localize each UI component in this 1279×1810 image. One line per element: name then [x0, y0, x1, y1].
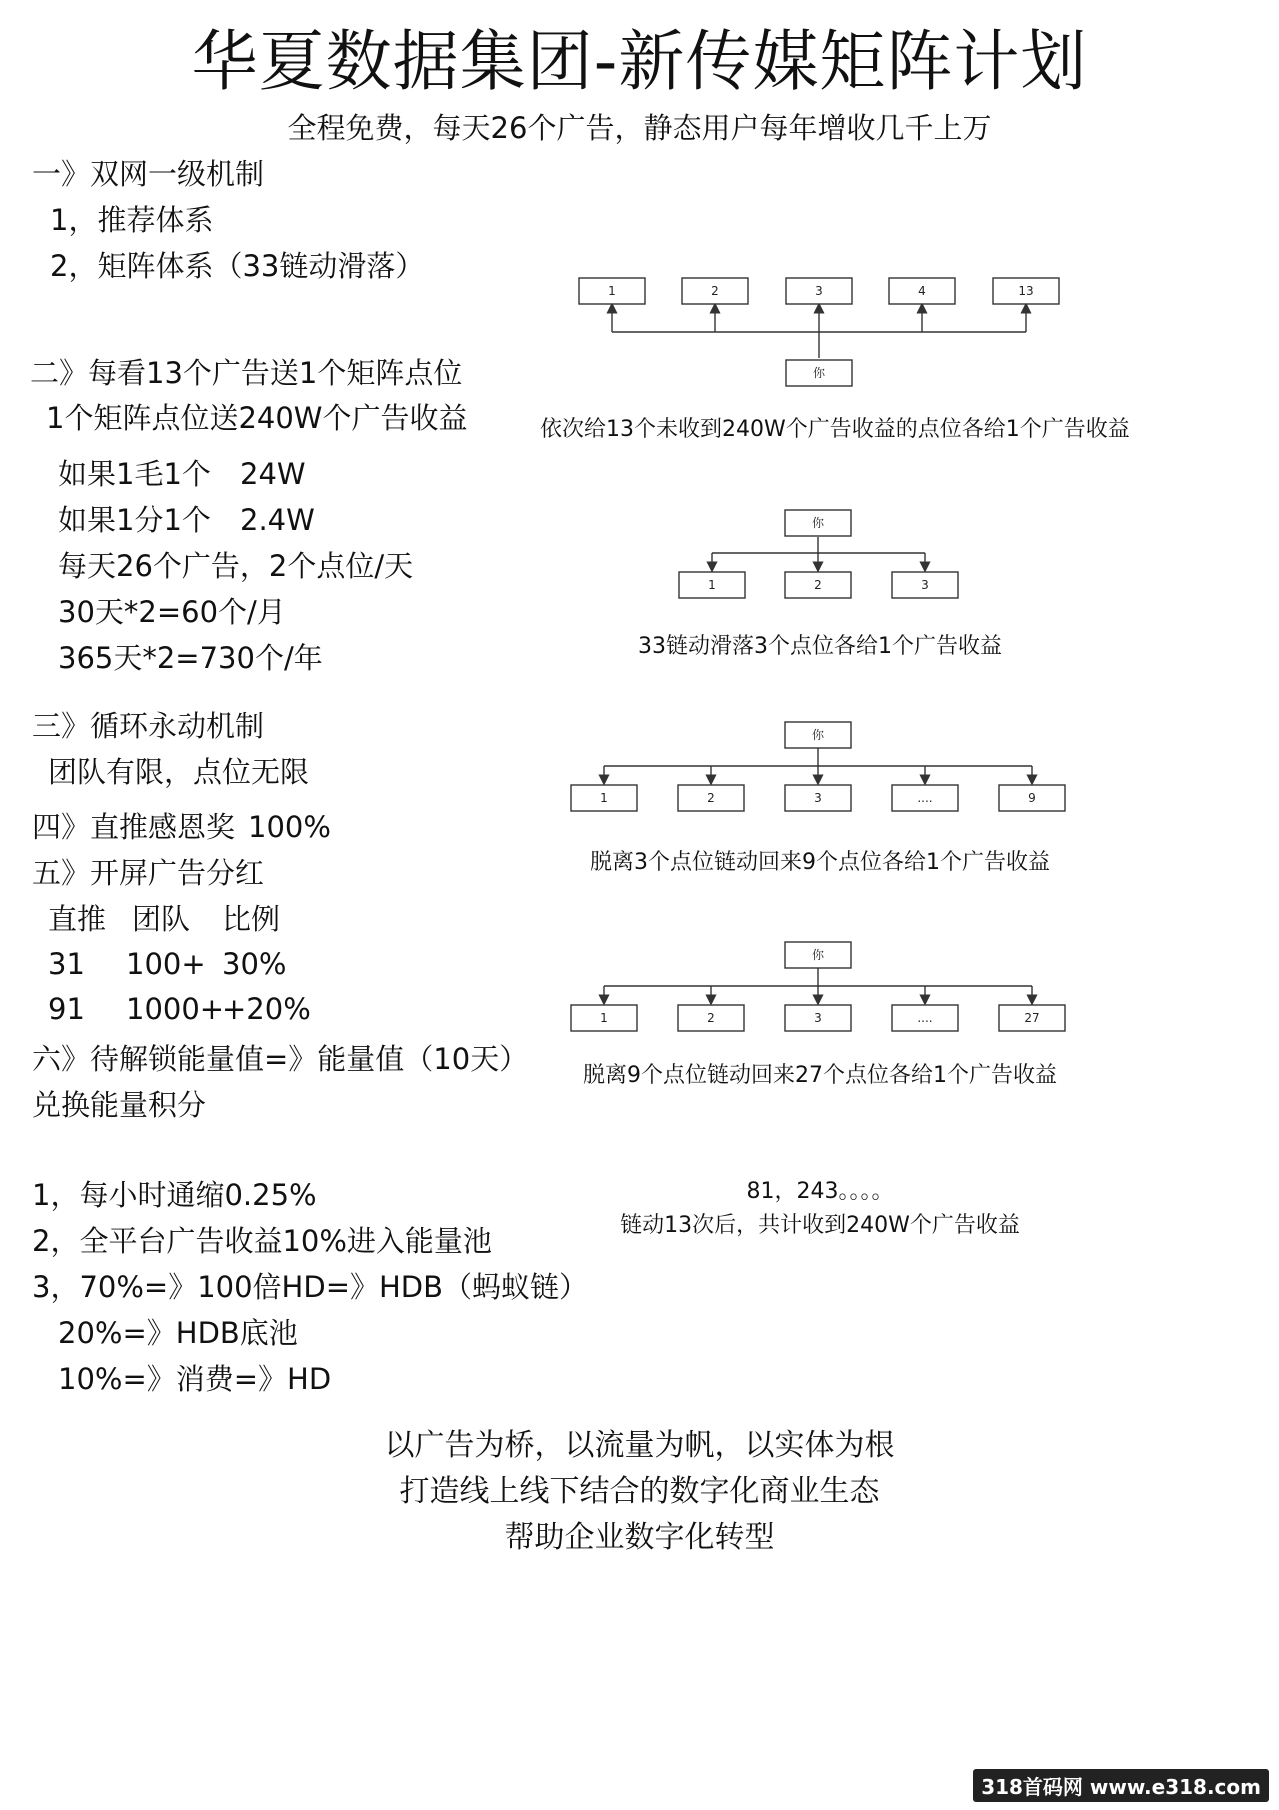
diagram-3-box: 3 [814, 791, 822, 805]
section-2-line-1: 1个矩阵点位送240W个广告收益 [46, 401, 468, 435]
section-5-heading: 五》开屏广告分红 [32, 856, 265, 890]
section-4-heading: 四》直推感恩奖 [32, 810, 236, 844]
section-3-line-1: 团队有限，点位无限 [48, 755, 310, 789]
section-1-heading: 一》双网一级机制 [32, 157, 265, 191]
diagram-1-box: 1 [608, 284, 616, 298]
table-cell: 30% [222, 947, 287, 981]
diagram-2-box: 2 [814, 578, 822, 592]
section-1-item-2: 2，矩阵体系（33链动滑落） [50, 249, 425, 283]
section-2-row-1-label: 如果1毛1个 [58, 457, 211, 491]
diagram-4-box: 1 [600, 1011, 608, 1025]
table-cell: 100+ [126, 947, 206, 981]
table-header-team: 团队 [132, 902, 191, 936]
pool-line-4: 20%=》HDB底池 [58, 1316, 298, 1350]
page-title: 华夏数据集团-新传媒矩阵计划 [191, 23, 1088, 100]
section-2-row-2-value: 2.4W [240, 503, 315, 537]
diagram-3-root: 你 [811, 728, 825, 742]
diagram-4-root: 你 [811, 948, 825, 962]
diagram-3 [560, 718, 1080, 818]
diagram-4 [560, 938, 1080, 1038]
diagram-2-box: 1 [708, 578, 716, 592]
diagram-note-2: 链动13次后，共计收到240W个广告收益 [620, 1213, 1020, 1238]
diagram-4-box: 3 [814, 1011, 822, 1025]
table-header-direct: 直推 [48, 902, 107, 936]
section-1-item-1: 1，推荐体系 [50, 203, 214, 237]
table-cell: 91 [48, 992, 85, 1026]
diagram-1-box: 13 [1018, 284, 1034, 298]
pool-line-5: 10%=》消费=》HD [58, 1362, 332, 1396]
diagram-3-box: .... [917, 791, 933, 805]
table-cell: 1000+ [126, 992, 225, 1026]
footer-line-3: 帮助企业数字化转型 [504, 1520, 775, 1555]
section-2-line-4: 365天*2=730个/年 [58, 641, 323, 675]
section-2-row-2-label: 如果1分1个 [58, 503, 211, 537]
table-cell: 31 [48, 947, 85, 981]
diagram-1-box: 4 [918, 284, 926, 298]
diagram-2 [670, 505, 970, 605]
diagram-3-box: 1 [600, 791, 608, 805]
table-header-ratio: 比例 [222, 902, 281, 936]
section-2-heading: 二》每看13个广告送1个矩阵点位 [30, 356, 463, 390]
diagram-4-box: .... [917, 1011, 933, 1025]
diagram-3-box: 2 [707, 791, 715, 805]
section-2-line-2: 每天26个广告，2个点位/天 [58, 549, 414, 583]
watermark: 318首码网 www.e318.com [973, 1769, 1269, 1802]
footer-line-2: 打造线上线下结合的数字化商业生态 [399, 1474, 880, 1509]
section-3-heading: 三》循环永动机制 [32, 709, 265, 743]
diagram-2-root: 你 [811, 516, 825, 530]
diagram-2-box: 3 [921, 578, 929, 592]
diagram-note-1: 81，243。。。。 [746, 1179, 894, 1204]
diagram-1-root: 你 [812, 366, 826, 380]
section-4-value: 100% [248, 810, 331, 844]
diagram-4-box: 27 [1024, 1011, 1040, 1025]
diagram-1-caption: 依次给13个未收到240W个广告收益的点位各给1个广告收益 [540, 417, 1130, 442]
section-6-heading: 六》待解锁能量值=》能量值（10天） [32, 1042, 529, 1076]
diagram-1-box: 3 [815, 284, 823, 298]
diagram-1 [570, 268, 1070, 396]
section-2-row-1-value: 24W [240, 457, 306, 491]
pool-line-3: 3，70%=》100倍HD=》HDB（蚂蚁链） [32, 1270, 589, 1304]
section-6-line-1: 兑换能量积分 [32, 1088, 207, 1122]
diagram-1-box: 2 [711, 284, 719, 298]
section-2-line-3: 30天*2=60个/月 [58, 595, 286, 629]
table-cell: +20% [222, 992, 311, 1026]
diagram-3-box: 9 [1028, 791, 1036, 805]
diagram-2-caption: 33链动滑落3个点位各给1个广告收益 [638, 634, 1002, 659]
pool-line-2: 2，全平台广告收益10%进入能量池 [32, 1224, 492, 1258]
diagram-4-box: 2 [707, 1011, 715, 1025]
footer-line-1: 以广告为桥，以流量为帆，以实体为根 [384, 1428, 895, 1463]
page-subtitle: 全程免费，每天26个广告，静态用户每年增收几千上万 [287, 111, 992, 145]
pool-line-1: 1，每小时通缩0.25% [32, 1178, 317, 1212]
diagram-3-caption: 脱离3个点位链动回来9个点位各给1个广告收益 [590, 850, 1050, 875]
diagram-4-caption: 脱离9个点位链动回来27个点位各给1个广告收益 [583, 1063, 1057, 1088]
